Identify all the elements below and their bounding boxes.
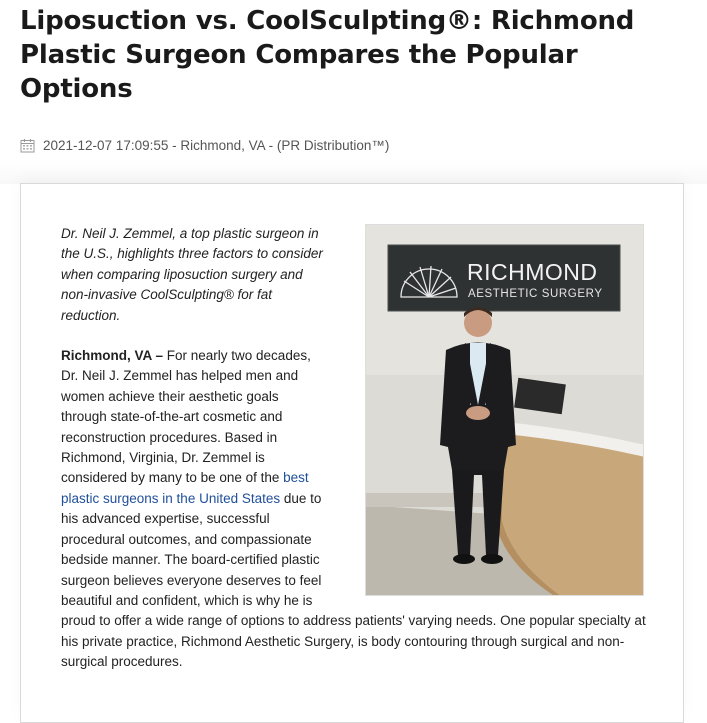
page-title: Liposuction vs. CoolSculpting®: Richmond Plastic Surgeon Compares the Popular Options (20, 6, 635, 104)
photo-space (327, 224, 651, 608)
paragraph-text-1: For nearly two decades, Dr. Neil J. Zemmel has helped men and women achieve their aesthetic goals through state-of-the-art cosmetic and reconstruction procedures. Based in Richmond, Virginia, Dr. Zemmel is considered by many to be one of the (61, 348, 311, 486)
paragraph-text-2: due to his advanced expertise, successful procedural outcomes, and compassionate bedside manner. The board-certified plastic surgeon believes everyone deserves to feel beautiful and confident, which is why he is proud to offer a wide range of options to address patients' varying needs. One popular specialty at his private practice, Richmond Aesthetic Surgery, is body contouring through surgical and non-surgical procedures. (61, 490, 646, 670)
sign-line-2: AESTHETIC SURGERY (468, 288, 603, 300)
article-body (61, 224, 651, 673)
article-meta (20, 134, 389, 156)
article-intro: Dr. Neil J. Zemmel, a top plastic surgeon in the U.S., highlights three factors to consider when comparing liposuction surgery and non-invasive CoolSculpting® for fat reduction. (61, 226, 323, 323)
article-meta-text: 2021-12-07 17:09:55 - Richmond, VA - (PR Distribution™) (43, 137, 390, 153)
header-fade (0, 160, 707, 184)
dateline: Richmond, VA – (61, 348, 164, 364)
sign-line-1: RICHMOND (467, 259, 598, 285)
best-plastic-surgeons-link[interactable]: best plastic surgeons in the United States (61, 470, 309, 506)
calendar-icon (20, 138, 35, 153)
